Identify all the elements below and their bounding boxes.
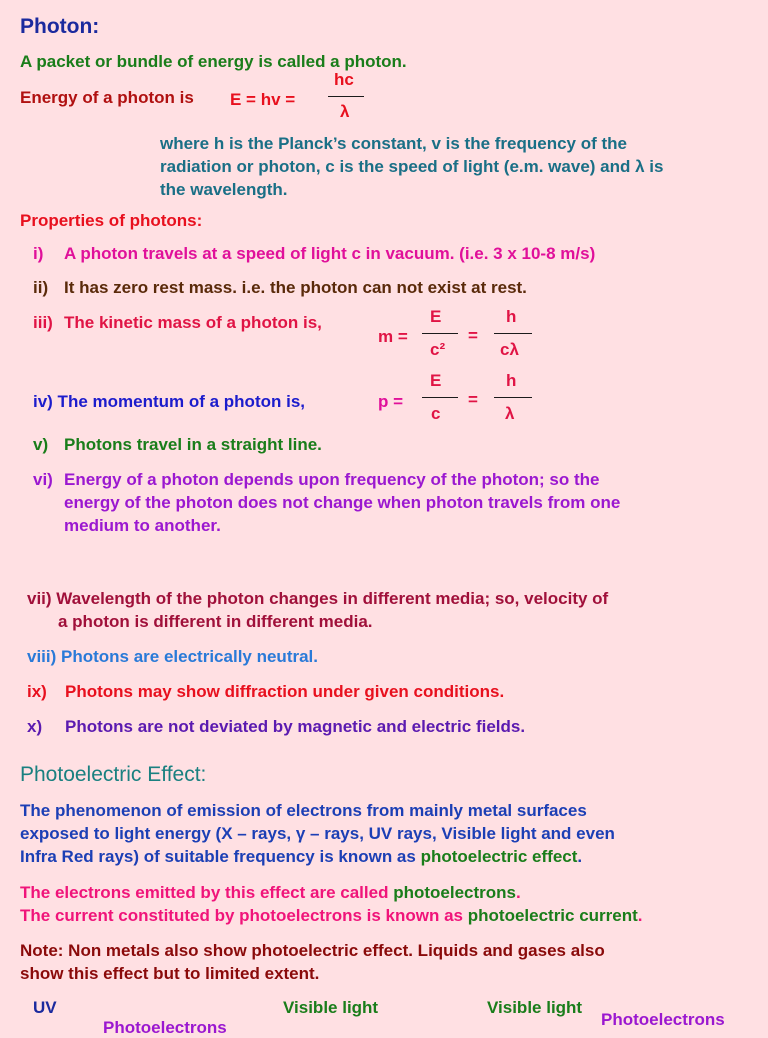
- mass-bar-1: [422, 333, 458, 334]
- term-photoelectrons: photoelectrons: [393, 883, 516, 902]
- property-9-num: ix): [27, 682, 47, 701]
- term-photoelectric-current: photoelectric current: [467, 906, 638, 925]
- term-photoelectric-effect: photoelectric effect: [420, 847, 578, 866]
- property-10-num: x): [27, 717, 43, 736]
- mass-num-2: h: [506, 307, 517, 326]
- pe-para2-line-2: [20, 906, 643, 926]
- section-title-photoelectric: Photoelectric Effect:: [20, 763, 207, 786]
- bottom-uv: UV: [33, 998, 57, 1017]
- energy-equation: [230, 90, 295, 110]
- where-line-2: radiation or photon, c is the speed of light (e.m. wave) and λ is: [160, 157, 664, 176]
- property-10-text: Photons are not deviated by magnetic and electric fields.: [65, 717, 526, 736]
- property-4-text: iv) The momentum of a photon is,: [33, 392, 305, 411]
- where-line-1: where h is the Planck’s constant, v is the frequency of the: [160, 134, 627, 153]
- property-6-num: vi): [33, 470, 53, 489]
- property-2-num: ii): [33, 278, 49, 297]
- momentum-num-2: h: [506, 371, 517, 390]
- property-5-text: Photons travel in a straight line.: [64, 435, 322, 454]
- energy-label: Energy of a photon is: [20, 88, 194, 107]
- properties-heading: Properties of photons:: [20, 211, 203, 230]
- property-1-text: A photon travels at a speed of light c in vacuum. (i.e. 3 x 10-8 m/s): [64, 244, 596, 263]
- photon-definition: A packet or bundle of energy is called a photon.: [20, 52, 407, 71]
- mass-lhs: m =: [378, 327, 408, 346]
- mass-num-1: E: [430, 307, 442, 326]
- property-3-num: iii): [33, 313, 53, 332]
- property-5-num: v): [33, 435, 49, 454]
- property-7-line-2: a photon is different in different media.: [58, 612, 373, 631]
- property-1-num: i): [33, 244, 44, 263]
- pe-para1-line-3-text: Infra Red rays) of suitable frequency is known as: [20, 847, 416, 866]
- momentum-den-1: c: [431, 404, 441, 423]
- mass-den-1: c²: [430, 340, 446, 359]
- property-8-text: viii) Photons are electrically neutral.: [27, 647, 318, 666]
- pe-para1-end: .: [577, 847, 583, 866]
- energy-denominator: λ: [340, 102, 350, 121]
- section-title-photon: Photon:: [20, 15, 100, 38]
- property-3-text: The kinetic mass of a photon is,: [64, 313, 322, 332]
- property-6-line-3: medium to another.: [64, 516, 221, 535]
- pe-para1-line-3: [20, 847, 582, 867]
- property-6-line-2: energy of the photon does not change when photon travels from one: [64, 493, 621, 512]
- property-2-text: It has zero rest mass. i.e. the photon can not exist at rest.: [64, 278, 527, 297]
- bottom-visible-light-1: Visible light: [283, 998, 379, 1017]
- momentum-bar-2: [494, 397, 532, 398]
- energy-eq-text: E = hv =: [230, 90, 296, 109]
- momentum-equals: =: [468, 390, 478, 409]
- mass-bar-2: [494, 333, 532, 334]
- pe-para1-line-1: The phenomenon of emission of electrons from mainly metal surfaces: [20, 801, 587, 820]
- pe-para2-b-dot: .: [637, 906, 643, 925]
- energy-numerator: hc: [334, 70, 354, 89]
- momentum-num-1: E: [430, 371, 442, 390]
- momentum-lhs: p =: [378, 392, 404, 411]
- pe-para1-line-2: exposed to light energy (X – rays, γ – rays, UV rays, Visible light and even: [20, 824, 615, 843]
- note-line-2: show this effect but to limited extent.: [20, 964, 320, 983]
- mass-den-2: cλ: [500, 340, 519, 359]
- pe-para2-a-text: The electrons emitted by this effect are called: [20, 883, 389, 902]
- momentum-bar-1: [422, 397, 458, 398]
- bottom-photoelectrons-2: Photoelectrons: [601, 1010, 725, 1029]
- note-line-1: Note: Non metals also show photoelectric effect. Liquids and gases also: [20, 941, 605, 960]
- pe-para2-b-text: The current constituted by photoelectrons is known as: [20, 906, 464, 925]
- energy-fraction-bar: [328, 96, 364, 97]
- pe-para2-line-1: [20, 883, 521, 903]
- momentum-den-2: λ: [505, 404, 515, 423]
- property-9-text: Photons may show diffraction under given conditions.: [65, 682, 505, 701]
- bottom-visible-light-2: Visible light: [487, 998, 583, 1017]
- property-6-line-1: Energy of a photon depends upon frequency of the photon; so the: [64, 470, 600, 489]
- property-7-line-1: vii) Wavelength of the photon changes in different media; so, velocity of: [27, 589, 609, 608]
- mass-equals: =: [468, 326, 478, 345]
- bottom-photoelectrons-1: Photoelectrons: [103, 1018, 227, 1037]
- pe-para2-a-dot: .: [516, 883, 521, 902]
- where-line-3: the wavelength.: [160, 180, 288, 199]
